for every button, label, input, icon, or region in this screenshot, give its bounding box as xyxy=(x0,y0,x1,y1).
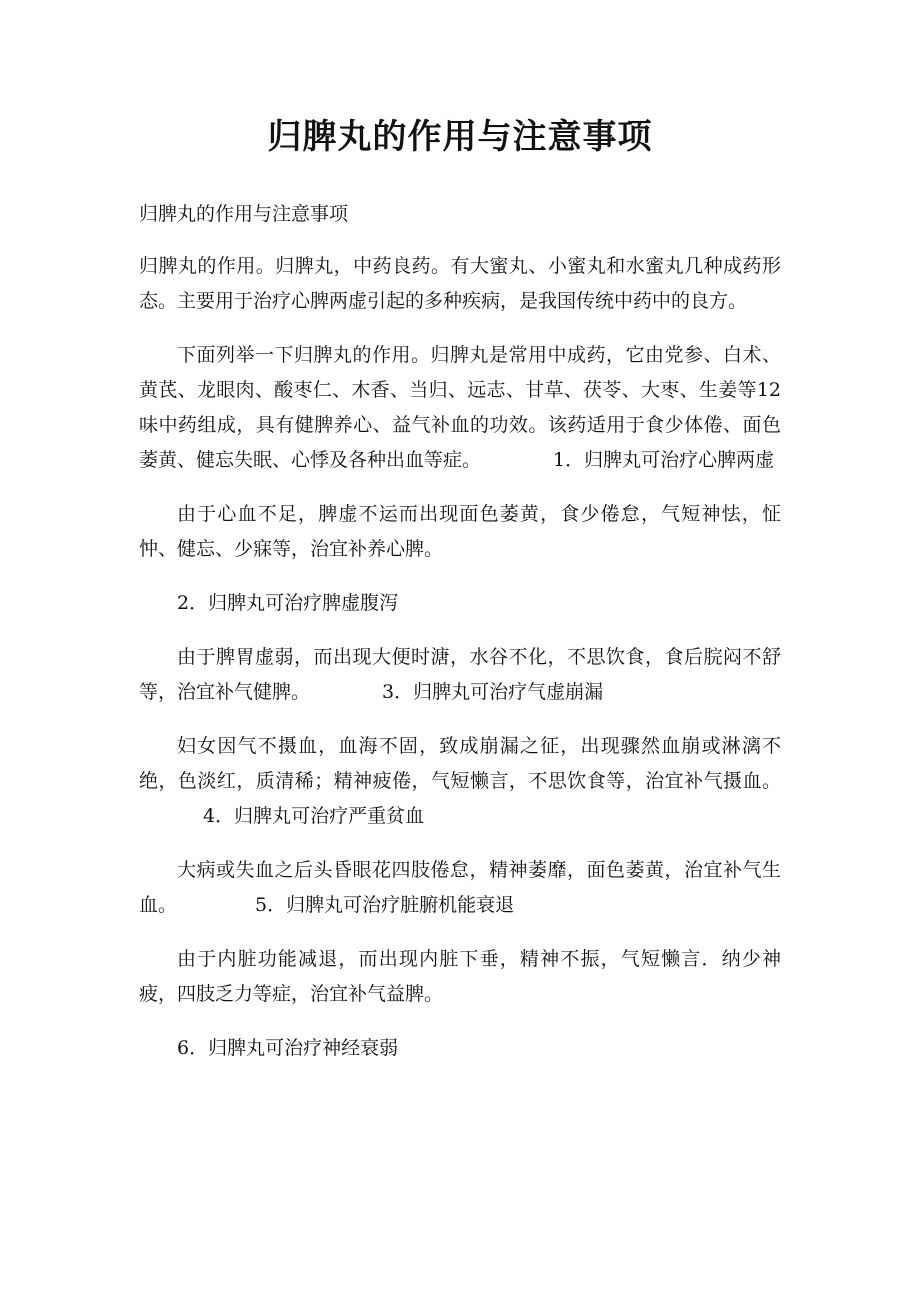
ingredients-paragraph xyxy=(139,338,781,478)
section-4-paragraph xyxy=(139,853,781,923)
section-heading: 2．归脾丸可治疗脾虚腹泻 xyxy=(177,592,399,614)
section-heading: 1．归脾丸可治疗心脾两虚 xyxy=(553,449,775,471)
section-1-paragraph xyxy=(139,497,781,567)
section-heading: 5．归脾丸可治疗脏腑机能衰退 xyxy=(255,894,515,916)
section-heading: 6．归脾丸可治疗神经衰弱 xyxy=(177,1037,399,1059)
intro-paragraph xyxy=(139,249,781,319)
section-2-heading xyxy=(139,586,781,621)
paragraph-text: 归脾丸的作用与注意事项 xyxy=(139,203,349,225)
section-heading: 3．归脾丸可治疗气虚崩漏 xyxy=(382,681,604,703)
section-heading: 4．归脾丸可治疗严重贫血 xyxy=(203,805,425,827)
section-2-paragraph xyxy=(139,640,781,710)
subtitle-paragraph xyxy=(139,197,781,232)
paragraph-text: 由于心血不足，脾虚不运而出现面色萎黄，食少倦怠，气短神怯，怔忡、健忘、少寐等，治宜补养心脾。 xyxy=(139,503,781,560)
paragraph-text: 妇女因气不摄血，血海不固，致成崩漏之征，出现骤然血崩或淋漓不绝，色淡红，质清稀；精神疲倦，气短懒言，不思饮食等，治宜补气摄血。 xyxy=(139,735,781,792)
paragraph-text: 归脾丸的作用。归脾丸，中药良药。有大蜜丸、小蜜丸和水蜜丸几种成药形态。主要用于治疗心脾两虚引起的多种疾病，是我国传统中药中的良方。 xyxy=(139,255,781,312)
section-5-paragraph xyxy=(139,942,781,1012)
paragraph-text: 大病或失血之后头昏眼花四肢倦怠，精神萎靡，面色萎黄，治宜补气生血。 xyxy=(139,859,781,916)
paragraph-text: 下面列举一下归脾丸的作用。归脾丸是常用中成药，它由党参、白术、黄芪、龙眼肉、酸枣仁、木香、当归、远志、甘草、茯苓、大枣、生姜等12味中药组成，具有健脾养心、益气补血的功效。该药适用于食少体倦、面色萎黄、健忘失眠、心悸及各种出血等症。 xyxy=(139,344,781,471)
page-title: 归脾丸的作用与注意事项 xyxy=(267,117,653,157)
section-6-heading xyxy=(139,1031,781,1066)
paragraph-text: 由于脾胃虚弱，而出现大便时溏，水谷不化，不思饮食，食后脘闷不舒等，治宜补气健脾。 xyxy=(139,646,781,703)
paragraph-text: 由于内脏功能减退，而出现内脏下垂，精神不振，气短懒言．纳少神疲，四肢乏力等症，治宜补气益脾。 xyxy=(139,948,781,1005)
document-body xyxy=(139,197,781,1085)
section-3-paragraph xyxy=(139,729,781,834)
